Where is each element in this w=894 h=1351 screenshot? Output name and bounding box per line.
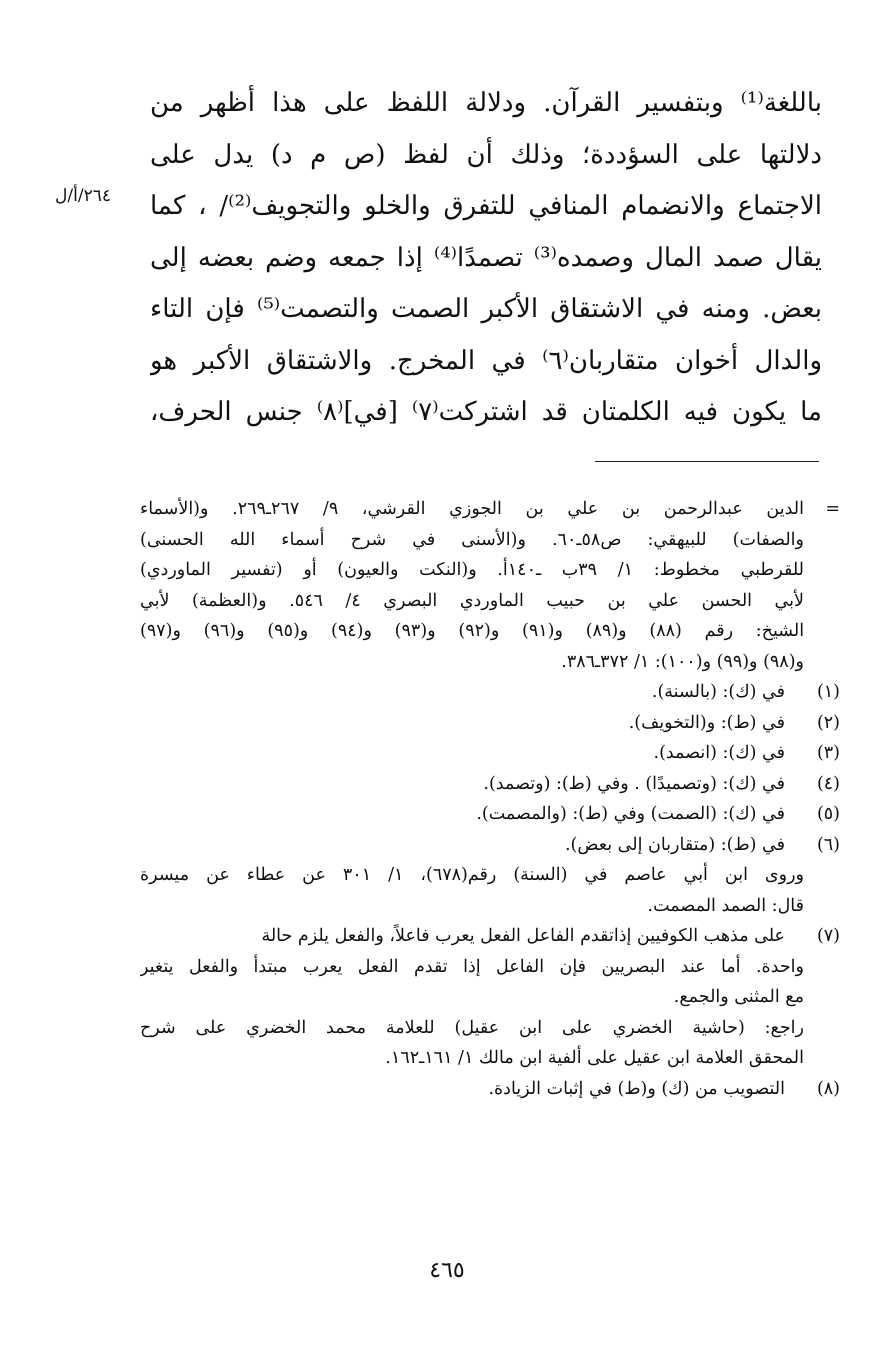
footnote-text-line: المحقق العلامة ابن عقيل على ألفية ابن مالك ١/ ١٦١ـ١٦٢. [385, 1048, 804, 1068]
main-text-line: باللغة⁽¹⁾ وبتفسير القرآن. ودلالة اللفظ على هذا أظهر من [150, 88, 822, 118]
main-text-line: ما يكون فيه الكلمتان قد اشتركت⁽٧⁾ [في]⁽٨⁾ جنس الحرف، [150, 397, 822, 427]
main-text [150, 78, 822, 439]
footnote-item [140, 921, 840, 952]
footnote-item [140, 708, 840, 739]
main-text-line: يقال صمد المال وصمده⁽³⁾ تصمدًا⁽⁴⁾ إذا جمعه وضم بعضه إلى [150, 242, 822, 273]
footnote-continuation-line: لأبي الحسن علي بن حبيب الماوردي البصري ٤/ ٥٤٦. و(العظمة) لأبي [140, 590, 804, 611]
footnote-continuation-line: للقرطبي مخطوط: ١/ ٣٩ب ـ١٤٠أ. و(النكت والعيون) أو (تفسير الماوردي) [140, 560, 804, 580]
footnote-item [140, 799, 840, 830]
footnote-number: (٥) [816, 804, 840, 824]
manuscript-folio-note: ٢٦٤/أ/ل [55, 186, 111, 206]
footnote-text: في (ط): و(التخويف). [628, 712, 785, 733]
footnote-continuation-line: والصفات) للبيهقي: ص٥٨ـ٦٠. و(الأسنى في شرح أسماء الله الحسنى) [140, 529, 804, 550]
footnote-item [140, 830, 840, 861]
footnote-number: (٦) [816, 834, 840, 855]
footnote-item [140, 1074, 840, 1105]
footnote-number: (٤) [816, 773, 840, 794]
main-text-line: بعض. ومنه في الاشتقاق الأكبر الصمت والتصمت⁽⁵⁾ فإن التاء [150, 294, 822, 324]
footnote-text-line: وروى ابن أبي عاصم في (السنة) رقم(٦٧٨)، ١/ ٣٠١ عن عطاء عن ميسرة [140, 865, 804, 885]
footnote-number: (٣) [816, 743, 840, 763]
page-number: ٤٦٥ [429, 1258, 465, 1283]
main-text-line: والدال أخوان متقاربان⁽٦⁾ في المخرج. والاشتقاق الأكبر هو [150, 345, 822, 376]
footnote-text-line: واحدة. أما عند البصريين فإن الفاعل إذا تقدم الفعل يعرب مبتدأ والفعل يتغير [140, 956, 804, 977]
continuation-mark: = [825, 499, 840, 519]
footnote-number: (٨) [816, 1078, 840, 1099]
footnote-text: في (ك): (بالسنة). [651, 682, 785, 702]
footnote-text: في (ك): (وتصميدًا) . وفي (ط): (وتصمد). [483, 773, 785, 794]
footnote-text: في (ك): (انصمد). [653, 743, 785, 763]
main-text-line: الاجتماع والانضمام المنافي للتفرق والخلو والتجويف⁽²⁾/ ، كما [150, 191, 822, 221]
footnote-text-line: مع المثنى والجمع. [673, 987, 804, 1007]
footnote-text: التصويب من (ك) و(ط) في إثبات الزيادة. [488, 1078, 785, 1099]
footnote-text: في (ط): (متقاربان إلى بعض). [564, 834, 785, 855]
footnote-item [140, 677, 840, 708]
footnote-continuation-line: و(٩٨) و(٩٩) و(١٠٠): ١/ ٣٧٢ـ٣٨٦. [561, 651, 804, 672]
footnote-text: الدين عبدالرحمن بن علي بن الجوزي القرشي، ٩/ ٢٦٧ـ٢٦٩. و(الأسماء [140, 499, 804, 519]
footnote-number: (١) [816, 682, 840, 702]
footnote-text: في (ك): (الصمت) وفي (ط): (والمصمت). [476, 804, 785, 824]
footnote-text-line: راجع: (حاشية الخضري على ابن عقيل) للعلامة محمد الخضري على شرح [140, 1017, 804, 1038]
footnote-text-line: قال: الصمد المصمت. [647, 895, 804, 916]
footnote-continuation-line [140, 494, 840, 525]
footnote-number: (٢) [816, 712, 840, 733]
footnote-number: (٧) [816, 926, 840, 946]
footnote-item [140, 769, 840, 800]
footnote-text: على مذهب الكوفيين إذاتقدم الفاعل الفعل يعرب فاعلاً، والفعل يلزم حالة [261, 926, 785, 946]
footnote-item [140, 738, 840, 769]
main-text-line: دلالتها على السؤددة؛ وذلك أن لفظ (ص م د) يدل على [150, 139, 822, 170]
footnotes [140, 494, 840, 1104]
footnote-divider [595, 461, 819, 462]
footnote-continuation-line: الشيخ: رقم (٨٨) و(٨٩) و(٩١) و(٩٢) و(٩٣) و(٩٤) و(٩٥) و(٩٦) و(٩٧) [140, 621, 805, 641]
